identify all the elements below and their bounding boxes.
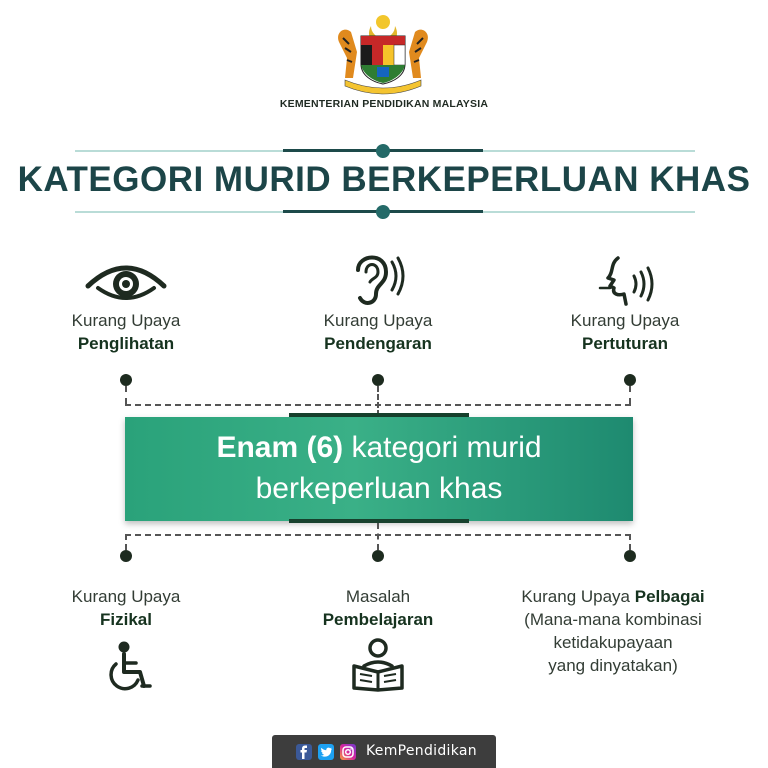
center-summary-box <box>125 417 633 521</box>
connector-dot <box>624 550 636 562</box>
category-pembelajaran <box>298 585 458 631</box>
speech-icon <box>596 254 660 306</box>
category-line1: Kurang Upaya <box>71 311 181 330</box>
connector-line <box>629 386 631 404</box>
facebook-icon[interactable] <box>296 744 312 760</box>
category-line2: Fizikal <box>100 610 152 629</box>
page-title: KATEGORI MURID BERKEPERLUAN KHAS <box>17 160 751 199</box>
connector-dot <box>120 374 132 386</box>
category-line2: Pertuturan <box>582 334 668 353</box>
box-accent-bar <box>289 519 469 523</box>
ministry-crest <box>331 12 435 96</box>
twitter-icon[interactable] <box>318 744 334 760</box>
connector-dot <box>372 374 384 386</box>
connector-line <box>377 523 379 550</box>
category-fizikal <box>46 585 206 631</box>
summary-text: kategori murid <box>343 431 542 464</box>
social-footer <box>272 735 496 768</box>
ministry-name: KEMENTERIAN PENDIDIKAN MALAYSIA <box>279 98 489 110</box>
connector-dot <box>120 550 132 562</box>
reading-icon <box>350 638 406 692</box>
category-line1: Kurang Upaya <box>521 587 635 606</box>
connector-line <box>125 404 631 406</box>
category-line1: Kurang Upaya <box>570 311 680 330</box>
category-line2: Penglihatan <box>77 334 175 353</box>
connector-line <box>125 534 127 550</box>
category-line2: (Mana-mana kombinasi <box>524 610 702 629</box>
title-knob-top <box>376 144 390 158</box>
connector-dot <box>372 550 384 562</box>
category-line1: Kurang Upaya <box>323 311 433 330</box>
instagram-icon[interactable] <box>340 744 356 760</box>
category-pertuturan <box>545 309 705 355</box>
connector-dot <box>624 374 636 386</box>
wheelchair-icon <box>102 640 154 694</box>
category-line2: Pendengaran <box>324 334 432 353</box>
ear-icon <box>350 252 410 308</box>
category-line2: Pembelajaran <box>322 610 434 629</box>
connector-line <box>629 534 631 550</box>
title-knob-bottom <box>376 205 390 219</box>
social-handle[interactable]: KemPendidikan <box>366 743 477 759</box>
summary-count: Enam (6) <box>216 431 344 464</box>
category-line3: ketidakupayaan <box>553 633 673 652</box>
category-line1: Kurang Upaya <box>71 587 181 606</box>
category-penglihatan <box>46 309 206 355</box>
category-line1-bold: Pelbagai <box>634 587 705 606</box>
connector-line <box>125 386 127 404</box>
eye-icon <box>84 258 168 306</box>
connector-line <box>377 386 379 416</box>
category-line4: yang dinyatakan) <box>548 656 678 675</box>
category-pelbagai <box>488 585 738 677</box>
summary-text-line2: berkeperluan khas <box>255 472 503 505</box>
category-line1: Masalah <box>345 587 411 606</box>
category-pendengaran <box>298 309 458 355</box>
